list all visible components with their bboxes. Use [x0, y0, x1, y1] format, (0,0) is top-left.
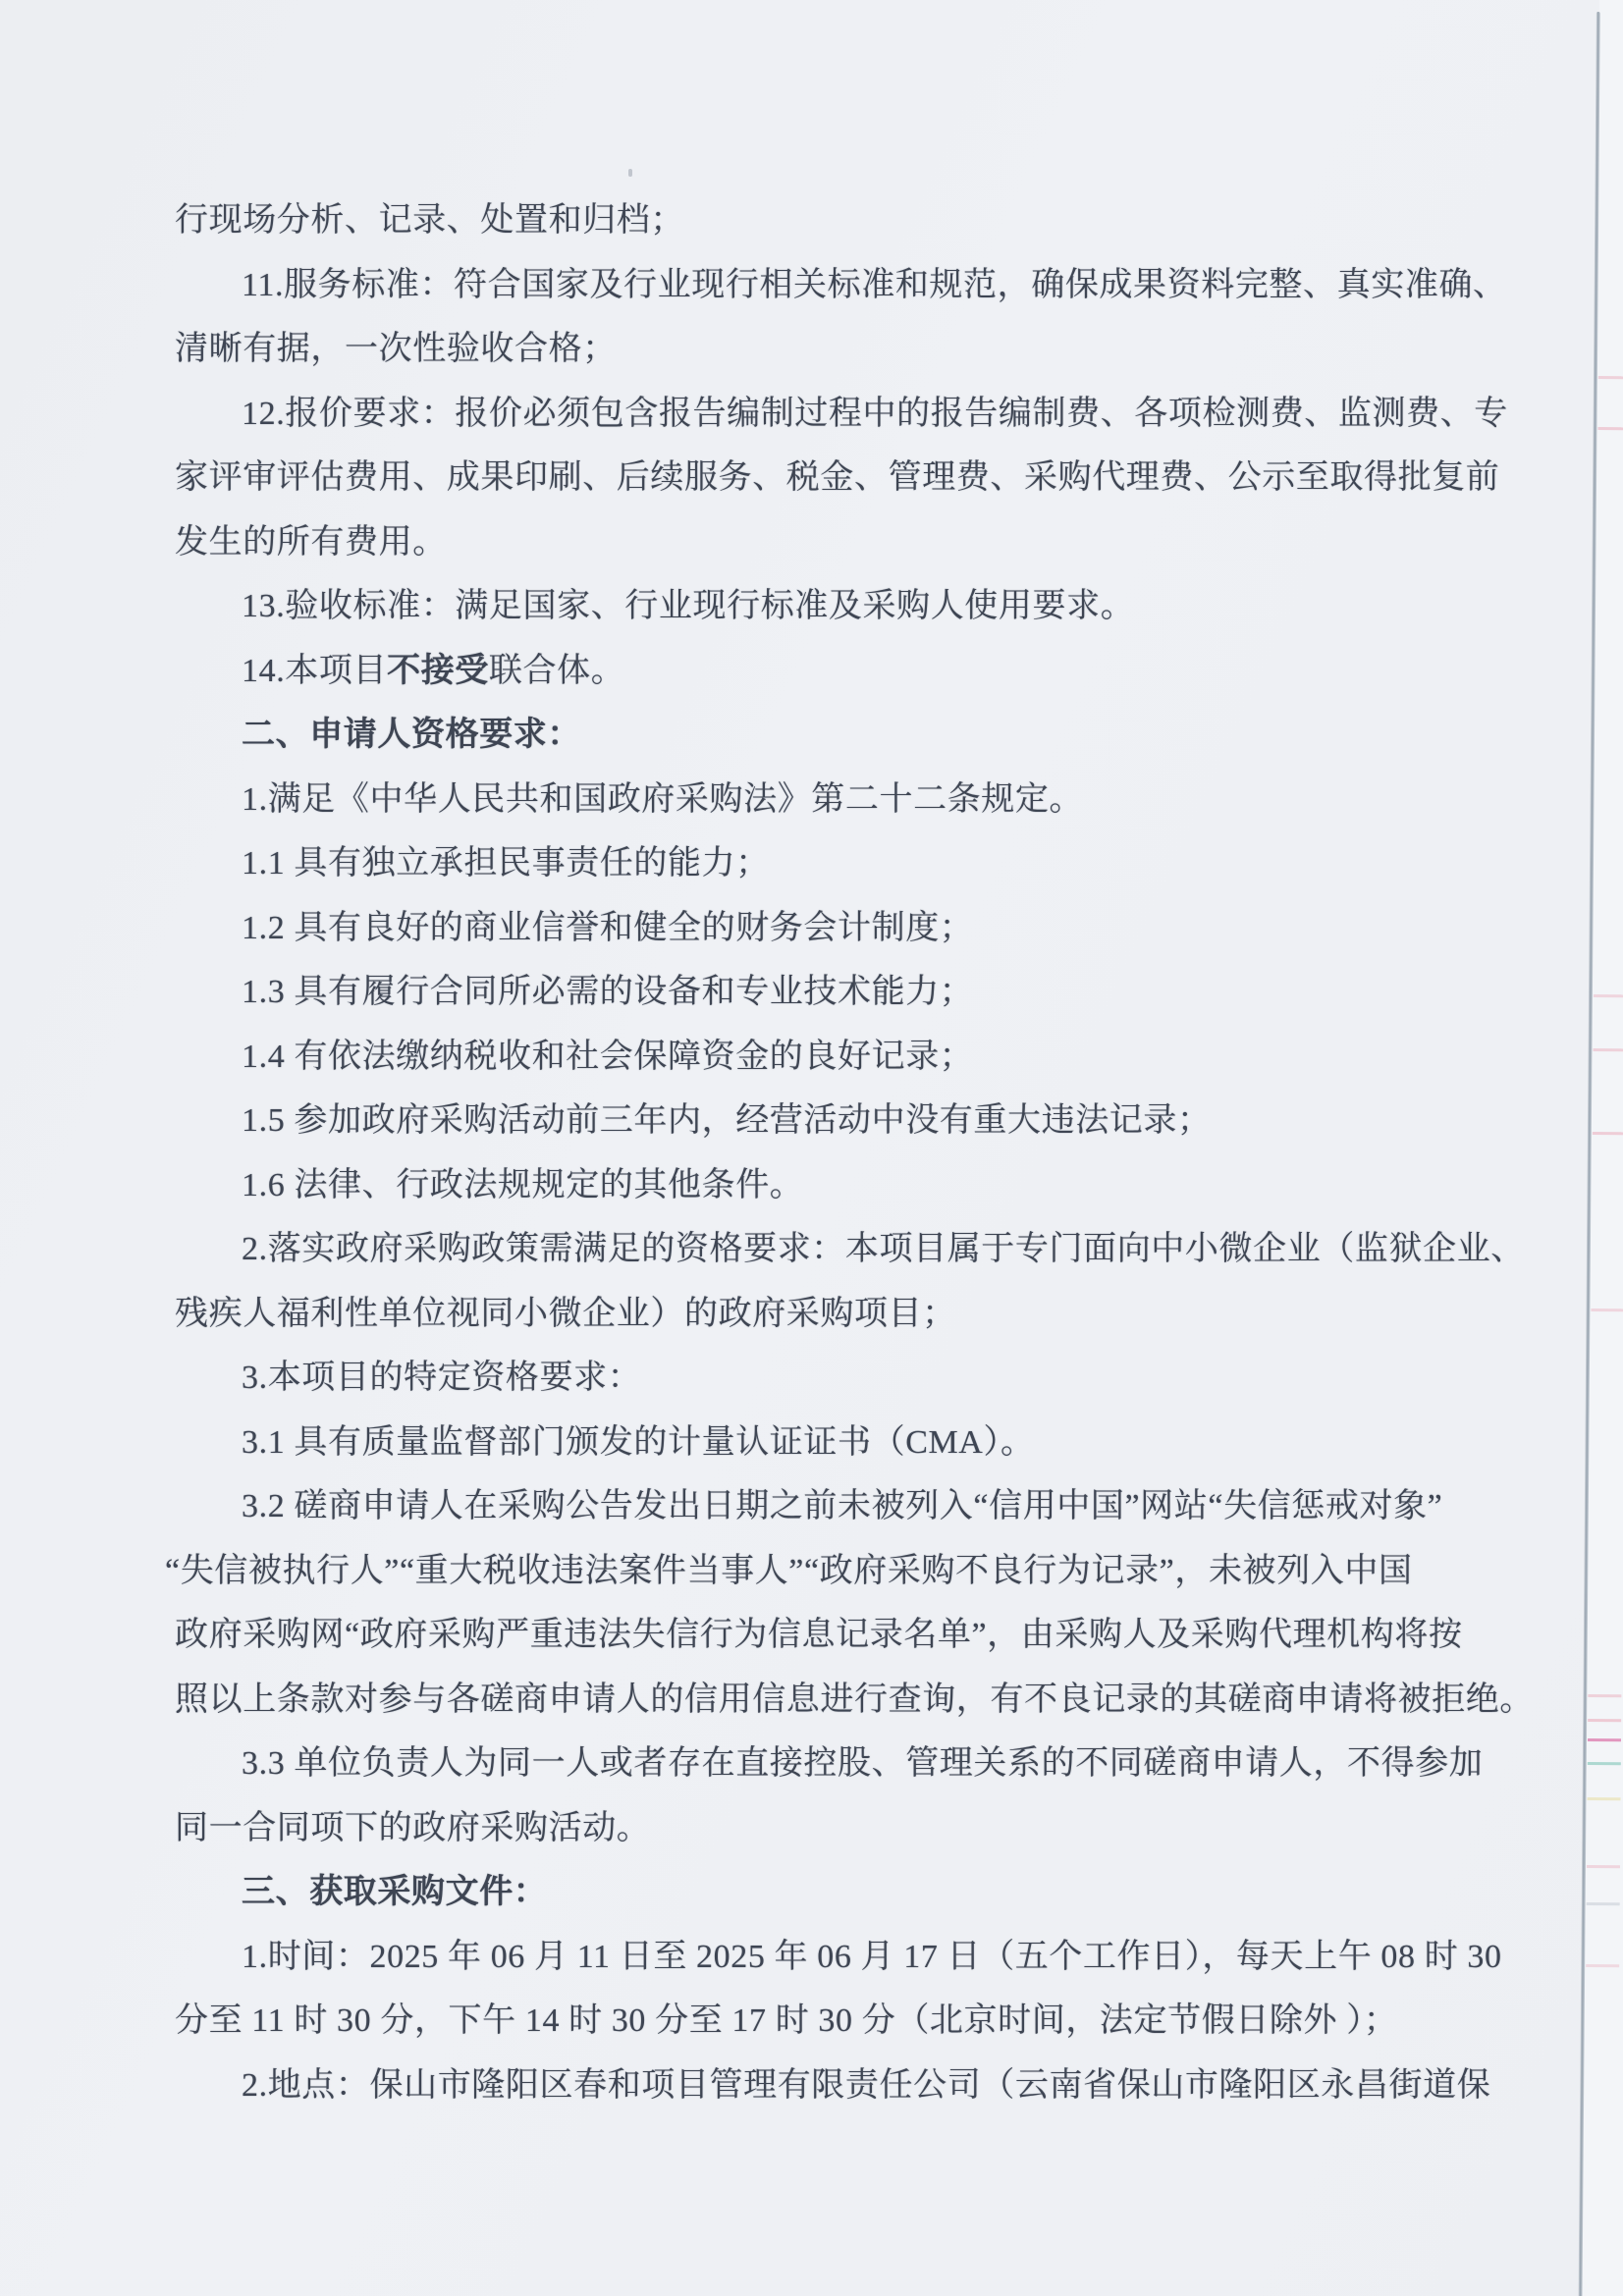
text-segment: 2.落实政府采购政策需满足的资格要求：本项目属于专门面向中小微企业（监狱企业、 [242, 1231, 1525, 1267]
text-segment: 政府采购网“政府采购严重违法失信行为信息记录名单”，由采购人及采购代理机构将按 [175, 1617, 1463, 1653]
text-segment: 1.满足《中华人民共和国政府采购法》第二十二条规定。 [242, 780, 1084, 818]
text-line [175, 896, 1481, 961]
text-segment: 12.报价要求：报价必须包含报告编制过程中的报告编制费、各项检测费、监测费、专 [242, 395, 1508, 432]
text-line [175, 574, 1481, 639]
text-segment: 家评审评估费用、成果印刷、后续服务、税金、管理费、采购代理费、公示至取得批复前 [175, 459, 1500, 496]
ruled-line-mark [1588, 1762, 1621, 1765]
ruled-line-mark [1588, 1719, 1621, 1722]
bold-text-segment: 不接受 [387, 652, 489, 689]
page-edge-zone [1578, 0, 1623, 2296]
ruled-line-mark [1587, 1902, 1620, 1905]
text-segment: 1.时间：2025 年 06 月 11 日至 2025 年 06 月 17 日（五个工作日），每天上午 08 时 30 [242, 1938, 1502, 1975]
ruled-line-mark [1588, 1797, 1621, 1800]
text-segment: “失信被执行人”“重大税收违法案件当事人”“政府采购不良行为记录”，未被列入中国 [165, 1552, 1413, 1589]
text-segment: 3.本项目的特定资格要求： [242, 1360, 642, 1396]
ruled-line-mark [1594, 994, 1623, 997]
text-line [175, 253, 1507, 318]
text-segment: 1.5 参加政府采购活动前三年内，经营活动中没有重大违法记录； [242, 1102, 1212, 1139]
text-segment: 3.1 具有质量监督部门颁发的计量认证证书（CMA）。 [242, 1423, 1035, 1461]
text-segment: 清晰有据，一次性验收合格； [175, 331, 617, 367]
text-line [175, 1796, 1481, 1861]
text-line [175, 1217, 1525, 1282]
text-line [175, 317, 1481, 382]
text-block [165, 188, 1534, 2117]
ruled-line-mark [1588, 1738, 1621, 1741]
text-segment: 发生的所有费用。 [175, 523, 447, 561]
text-line [175, 510, 1481, 575]
text-segment: 14.本项目 [242, 652, 388, 689]
text-line [175, 1282, 1481, 1347]
text-line [175, 1346, 1481, 1411]
text-segment: 同一合同项下的政府采购活动。 [175, 1809, 651, 1846]
text-line [175, 1089, 1481, 1153]
text-line [175, 446, 1500, 510]
ruled-line-mark [1588, 1694, 1621, 1697]
text-segment: 1.4 有依法缴纳税收和社会保障资金的良好记录； [242, 1038, 974, 1075]
text-line [175, 1025, 1481, 1090]
ruled-line-mark [1587, 1865, 1620, 1868]
text-line [175, 703, 1481, 768]
text-line [165, 1539, 1481, 1604]
scan-speck [628, 169, 632, 177]
ruled-line-mark [1591, 1308, 1623, 1311]
text-segment: 1.2 具有良好的商业信誉和健全的财务会计制度； [242, 909, 974, 946]
ruled-line-mark [1598, 376, 1623, 379]
text-line [175, 1668, 1534, 1733]
text-segment: 3.2 磋商申请人在采购公告发出日期之前未被列入“信用中国”网站“失信惩戒对象” [242, 1488, 1443, 1524]
text-line [175, 1153, 1481, 1218]
ruled-line-mark [1593, 1048, 1623, 1051]
text-line [175, 1925, 1502, 1990]
text-segment: 照以上条款对参与各磋商申请人的信用信息进行查询，有不良记录的其磋商申请将被拒绝。 [175, 1681, 1534, 1718]
text-segment: 联合体。 [488, 652, 625, 689]
text-line [175, 382, 1508, 447]
text-segment: 2.地点：保山市隆阳区春和项目管理有限责任公司（云南省保山市隆阳区永昌街道保 [242, 2066, 1491, 2104]
text-segment: 行现场分析、记录、处置和归档； [175, 202, 684, 239]
ruled-line-mark [1586, 1964, 1619, 1967]
text-segment: 三、获取采购文件： [242, 1874, 548, 1910]
text-line [175, 1860, 1481, 1925]
text-line [175, 960, 1481, 1025]
text-line [175, 1603, 1481, 1668]
text-segment: 1.3 具有履行合同所必需的设备和专业技术能力； [242, 974, 974, 1010]
text-segment: 13.验收标准：满足国家、行业现行标准及采购人使用要求。 [242, 588, 1135, 624]
text-segment: 分至 11 时 30 分，下午 14 时 30 分至 17 时 30 分（北京时间，法定节假日除外 ）； [175, 2002, 1398, 2039]
text-segment: 3.3 单位负责人为同一人或者存在直接控股、管理关系的不同磋商申请人，不得参加 [242, 1745, 1484, 1782]
text-line [175, 1411, 1481, 1475]
text-line [175, 768, 1481, 832]
text-line [175, 1732, 1484, 1796]
text-line [175, 639, 1481, 704]
text-line [175, 831, 1481, 896]
text-segment: 1.1 具有独立承担民事责任的能力； [242, 845, 770, 881]
text-line [175, 188, 1481, 253]
ruled-line-mark [1597, 427, 1623, 430]
text-segment: 二、申请人资格要求： [242, 717, 581, 753]
text-segment: 1.6 法律、行政法规规定的其他条件。 [242, 1166, 804, 1203]
ruled-line-mark [1593, 1132, 1623, 1135]
text-segment: 11.服务标准：符合国家及行业现行相关标准和规范，确保成果资料完整、真实准确、 [242, 266, 1507, 303]
text-line [175, 1989, 1481, 2054]
text-line [175, 2054, 1491, 2118]
text-segment: 残疾人福利性单位视同小微企业）的政府采购项目； [175, 1295, 956, 1332]
text-line [175, 1474, 1481, 1539]
